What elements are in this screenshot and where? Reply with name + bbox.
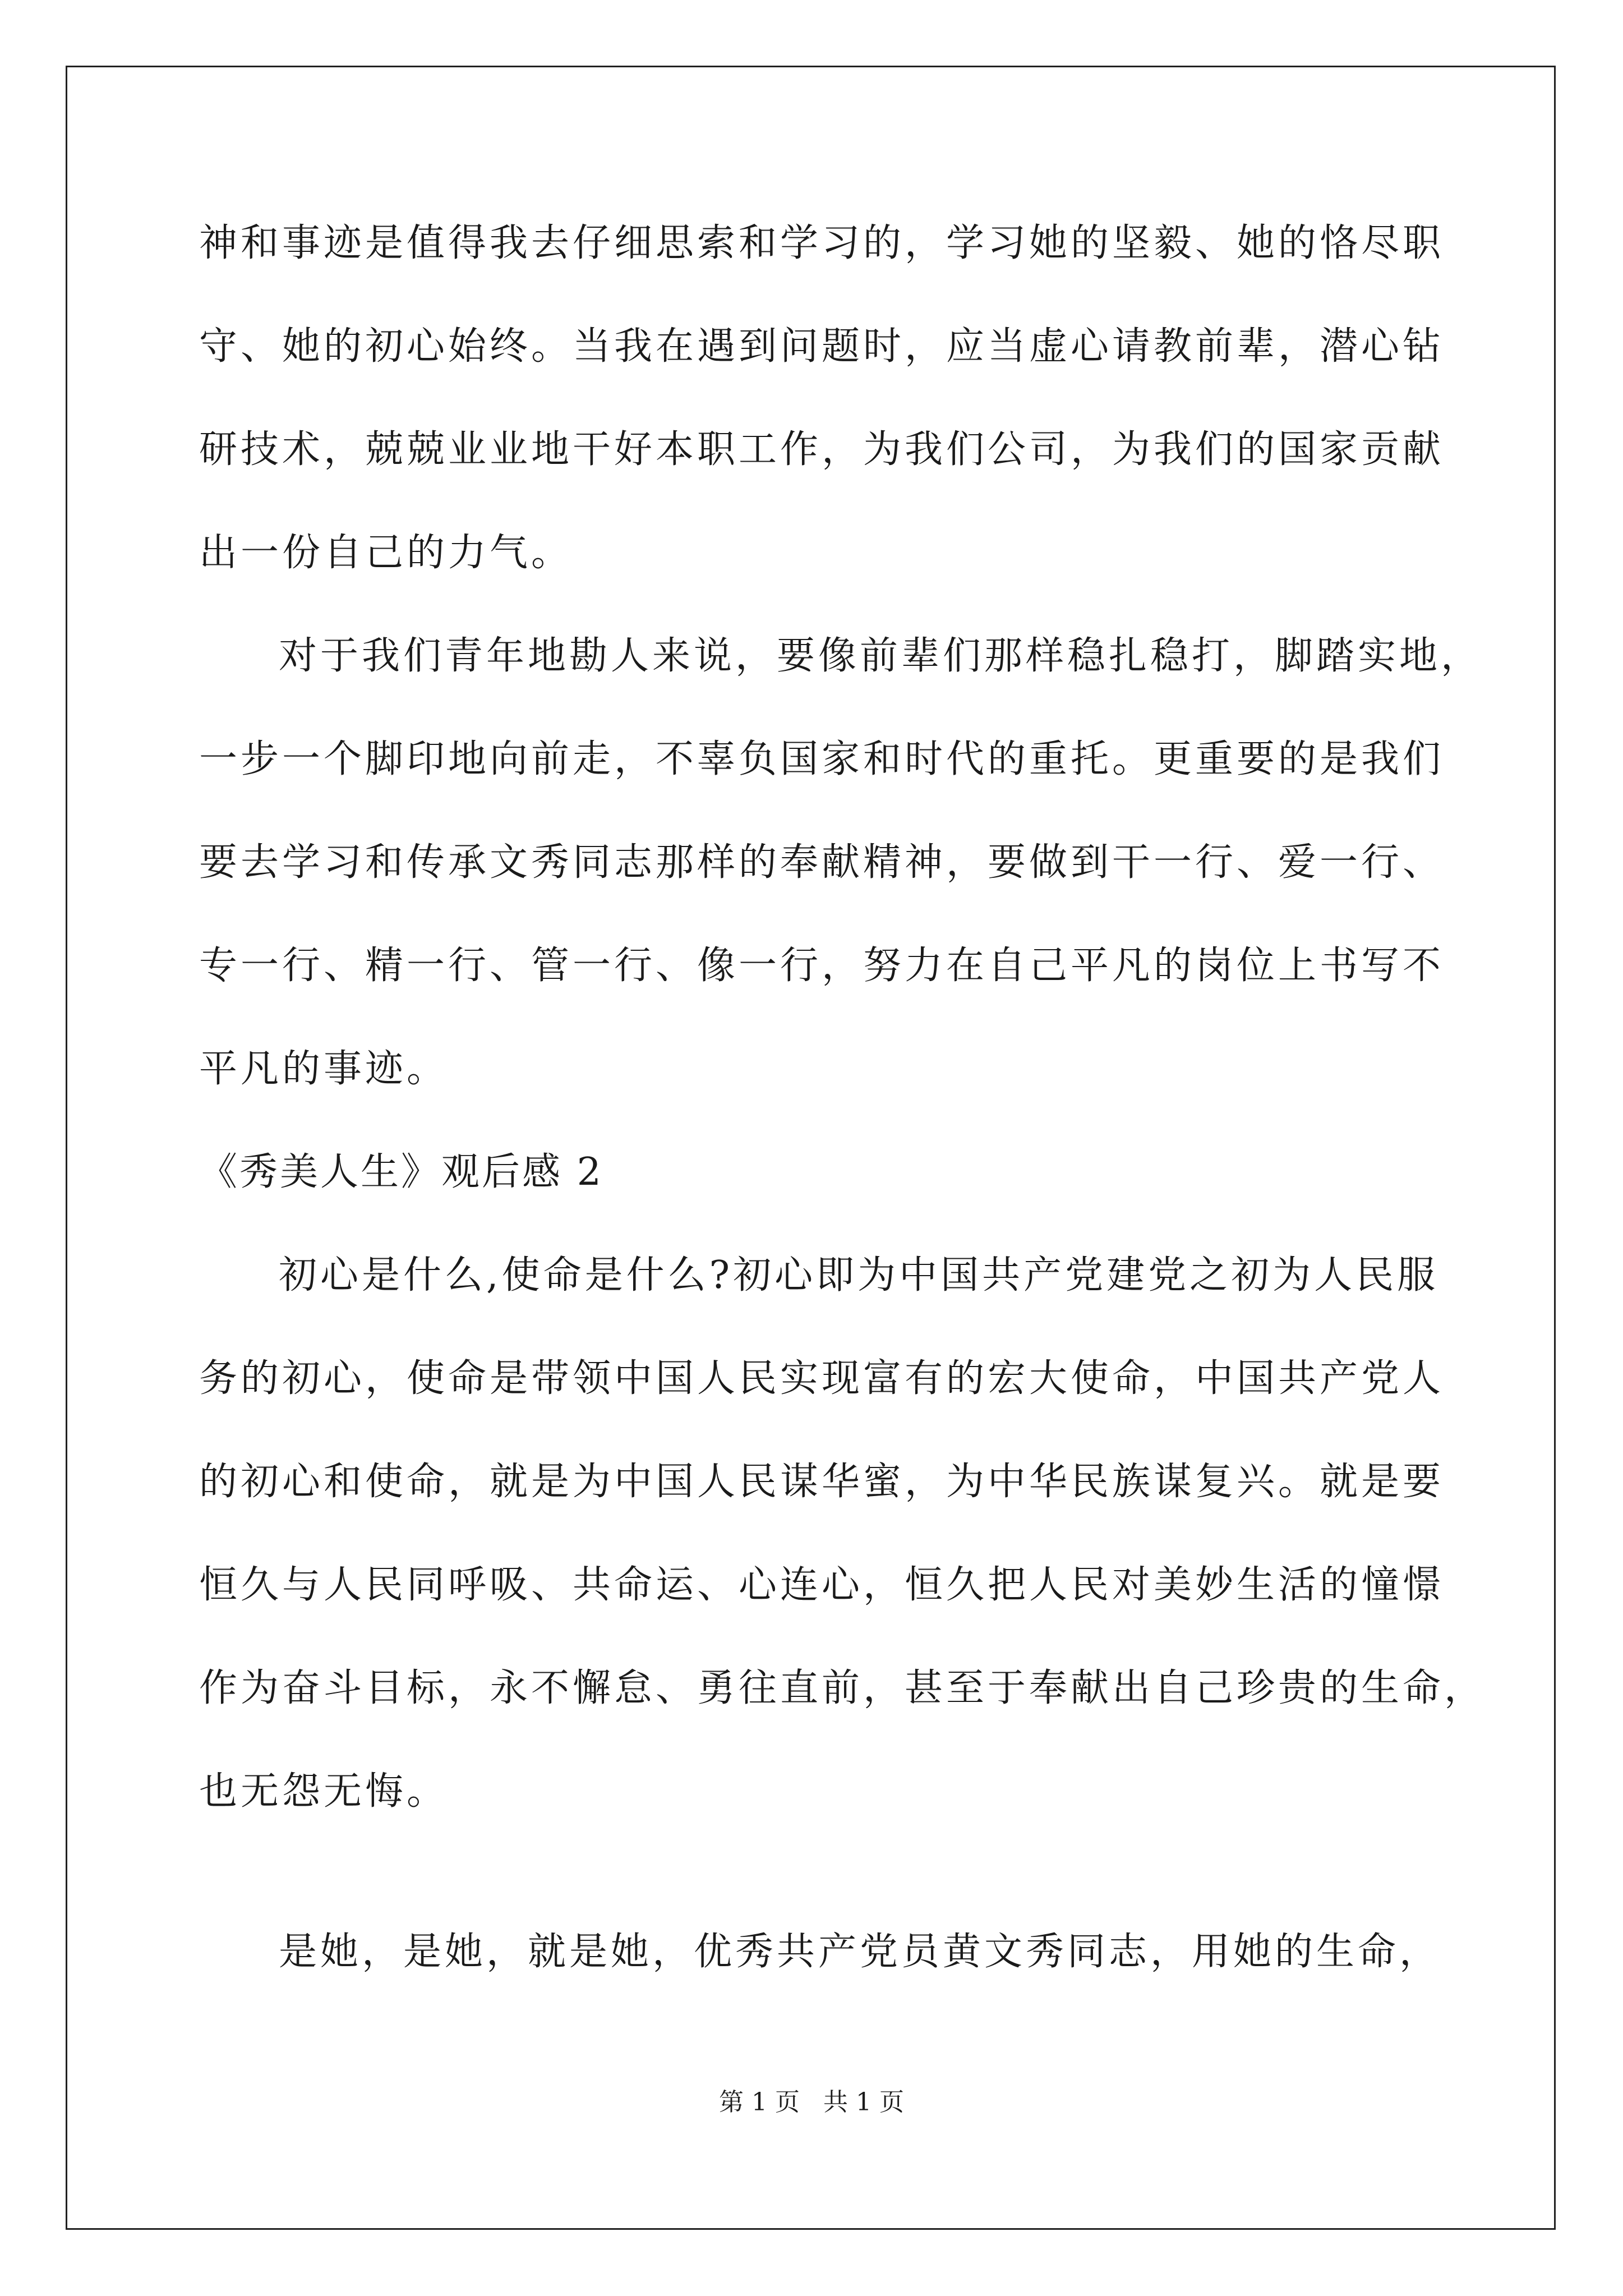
body-line: 务的初心，使命是带领中国人民实现富有的宏大使命，中国共产党人 [199, 1356, 1445, 1401]
body-line: 一步一个脚印地向前走，不辜负国家和时代的重托。更重要的是我们 [199, 737, 1445, 781]
body-line: 也无怨无悔。 [199, 1769, 449, 1814]
paragraph-first-line: 是她，是她，就是她，优秀共产党员黄文秀同志，用她的生命， [279, 1930, 1441, 1974]
body-line: 平凡的事迹。 [199, 1047, 449, 1091]
body-line: 作为奋斗目标，永不懈怠、勇往直前，甚至于奉献出自己珍贵的生命， [199, 1666, 1486, 1710]
page-footer: 第 1 页 共 1 页 [719, 2088, 904, 2116]
body-line: 研技术，兢兢业业地干好本职工作，为我们公司，为我们的国家贡献 [199, 427, 1445, 472]
section-heading: 《秀美人生》观后感 2 [199, 1150, 603, 1194]
body-line: 专一行、精一行、管一行、像一行，努力在自己平凡的岗位上书写不 [199, 944, 1445, 988]
body-line: 的初心和使命，就是为中国人民谋华蜜，为中华民族谋复兴。就是要 [199, 1460, 1445, 1504]
paragraph-first-line: 初心是什么,使命是什么?初心即为中国共产党建党之初为人民服 [279, 1253, 1439, 1297]
body-line: 出一份自己的力气。 [199, 531, 573, 575]
paragraph-first-line: 对于我们青年地勘人来说，要像前辈们那样稳扎稳打，脚踏实地， [279, 634, 1483, 678]
page-border [66, 66, 1556, 2230]
body-line: 要去学习和传承文秀同志那样的奉献精神，要做到干一行、爱一行、 [199, 840, 1445, 885]
body-line: 神和事迹是值得我去仔细思索和学习的，学习她的坚毅、她的恪尽职 [199, 221, 1445, 265]
body-line: 恒久与人民同呼吸、共命运、心连心，恒久把人民对美妙生活的憧憬 [199, 1563, 1445, 1607]
body-line: 守、她的初心始终。当我在遇到问题时，应当虚心请教前辈，潜心钻 [199, 324, 1445, 369]
